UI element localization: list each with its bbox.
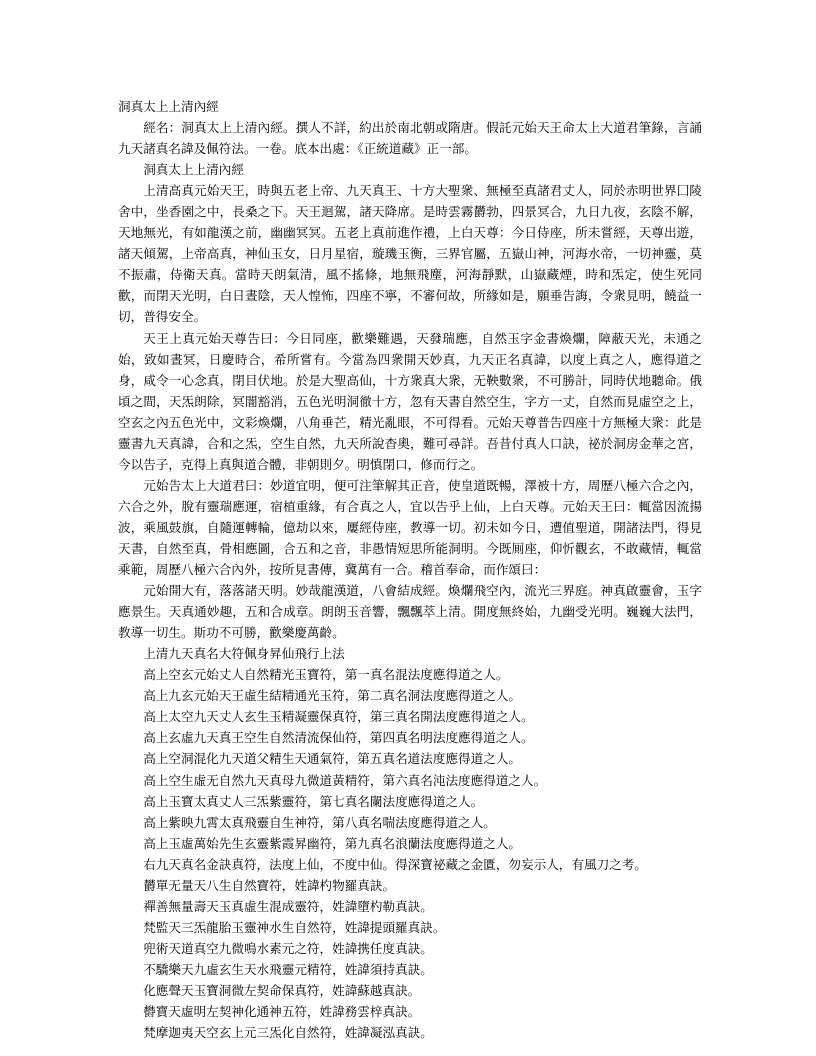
talisman-entry-1: 高上空玄元始丈人自然精光玉寶符，第一真名混法度應得道之人。 bbox=[143, 667, 509, 683]
heaven-entry-5: 不驕樂天九虛玄生天水飛靈元精符，姓諱須持真訣。 bbox=[143, 961, 433, 977]
talisman-entry-2: 高上九玄元始天王虛生結精通光玉符，第二真名洞法度應得道之人。 bbox=[143, 688, 521, 704]
talisman-entry-7: 高上玉寶太真丈人三炁紫靈符，第七真名闌法度應得道之人。 bbox=[143, 793, 484, 809]
document-body bbox=[118, 96, 702, 1043]
heaven-entry-6: 化應聲天玉寶洞微左契命保真符，姓諱蘇越真訣。 bbox=[143, 982, 421, 998]
heaven-entry-1: 欝單无量天八生自然寶符，姓諱杓物羅真訣。 bbox=[143, 877, 396, 893]
talisman-entry-3: 高上太空九天丈人玄生玉精凝靈保真符，第三真名開法度應得道之人。 bbox=[143, 709, 534, 725]
hymn-paragraph: 元始開大有，落落諸天明。妙哉龍漢道，八會結成經。煥爛飛空內，流光三界庭。神真啟靈會，玉字應景生。天真通妙趣，五和合成章。朗朗玉音響，飄飄萃上清。開度無終始，九幽受光明。巍巍大法門，教導一切生。斯功不可勝，歡樂慶萬齡。 bbox=[118, 583, 702, 641]
talisman-entry-8: 高上紫映九霄太真飛靈自生神符，第八真名喘法度應得道之人。 bbox=[143, 814, 496, 830]
section-heading-talisman-method: 上清九天真名大符佩身昇仙飛行上法 bbox=[143, 646, 345, 662]
talisman-summary-note: 右九天真名金訣真符，法度上仙，不度中仙。得深寶祕藏之金匱，勿妄示人，有風刀之考。 bbox=[143, 856, 647, 872]
heaven-entry-8: 梵摩迦夷天空玄上元三炁化自然符，姓諱凝泓真訣。 bbox=[143, 1025, 433, 1041]
document-title: 洞真太上上清內經 bbox=[118, 99, 219, 114]
talisman-entry-4: 高上玄虛九天真王空生自然清流保仙符，第四真名明法度應得道之人。 bbox=[143, 730, 534, 746]
heaven-entry-7: 欎寶天虛明左契神化通神五符，姓諱務雲梓真訣。 bbox=[143, 1004, 421, 1020]
body-paragraph-1: 上清高真元始天王，時與五老上帝、九天真王、十方大聖衆、無極至真諸君丈人，同於赤明世界囗陵舍中，坐香園之中，長桑之下。天王迴駕，諸天降席。是時雲霧欝勃，四景冥合，九日九夜，玄陰不解，天地無光，有如龍漢之前，幽幽冥冥。五老上真前進作禮，上白天尊：今日侍座，所未嘗經，天尊出遊，諸天傾駕，上帝高真，神仙玉女，日月星宿，璇璣玉衡，三界官屬，五嶽山神，河海水帝，一切神靈，莫不振肅，侍衛天真。當時天朗氣清，風不搖條，地無飛塵，河海靜默，山嶽藏煙，時和炁定，使生死同歡，而閉天光明，白日晝陰，天人惶怖，四座不寧，不審何故，所緣如是，願垂告誨，令衆見明，饒益一切，普得安全。 bbox=[118, 183, 702, 325]
heaven-entry-4: 兜術天道真空九微鳴水素元之符，姓諱携任度真訣。 bbox=[143, 940, 433, 956]
talisman-entry-5: 高上空洞混化九天道父精生天通氣符，第五真名道法度應得道之人。 bbox=[143, 751, 521, 767]
talisman-entry-9: 高上玉虛萬始先生玄靈紫霞昇幽符，第九真名浪蘭法度應得道之人。 bbox=[143, 835, 521, 851]
body-paragraph-2: 天王上真元始天尊告曰：今日同座，歡樂難遇，天發瑞應，自然玉字金書煥爛，障蔽天光，未通之始，致如晝冥，日慶時合，希所嘗有。今當為四衆開天妙真，九天正名真諱，以度上真之人，應得道之身，咸令一心念真，閉目伏地。於是大聖高仙，十方衆真大衆，无鞅數衆，不可勝計，同時伏地聽命。俄頃之間，天炁朗除，冥闇豁消，五色光明洞徹十方，忽有天書自然空生，字方一丈，自然而見虛空之上，空玄之內五色光中，文彩煥爛，八角垂芒，精光亂眼，不可得看。元始天尊普告四座十方無極大衆：此是靈書九天真諱，合和之炁，空生自然，九天所說杳奧，難可尋詳。吾昔付真人口訣，祕於洞房金華之宮，今以告子，克得上真與道合體，非朝則夕。明慎閉口，修而行之。 bbox=[118, 330, 702, 472]
inner-title: 洞真太上上清內經 bbox=[143, 162, 244, 178]
heaven-entry-2: 禪善無量壽天玉真虛生混成靈符，姓諱墮杓勒真訣。 bbox=[143, 898, 433, 914]
bibliographic-note: 經名：洞真太上上清內經。撰人不詳，約出於南北朝或隋唐。假託元始天王命太上大道君筆錄，言誦九天諸真名諱及佩符法。一卷。底本出處：《正統道藏》正一部。 bbox=[118, 120, 702, 157]
body-paragraph-3: 元始告太上大道君曰：妙道宜明，便可注筆解其正音，使皇道既暢，澤被十方，周歷八極六合之內，六合之外，脫有靈瑞應運，宿植重緣，有合真之人，宜以告乎上仙，上白天尊。元始天王曰：輒當因流揚波，乘風鼓旗，自隨運轉輪，億劫以來，屢經侍座，教導一切。初未如今日，遭值聖道，開諸法門，得見天書，自然至真，骨相應圖，合五和之音，非愚情短思所能洞明。今既厠座，仰忻觀玄，不敢藏情，輒當乘範，周歷八極六合內外，按所見書傳，冀萬有一合。稽首奉命，而作頌曰： bbox=[118, 477, 702, 578]
heaven-entry-3: 梵監天三炁龍胎玉靈神水生自然符，姓諱提頭羅真訣。 bbox=[143, 919, 446, 935]
talisman-entry-6: 高上空生虛无自然九天真母九微道黃精符，第六真名沌法度應得道之人。 bbox=[143, 772, 547, 788]
